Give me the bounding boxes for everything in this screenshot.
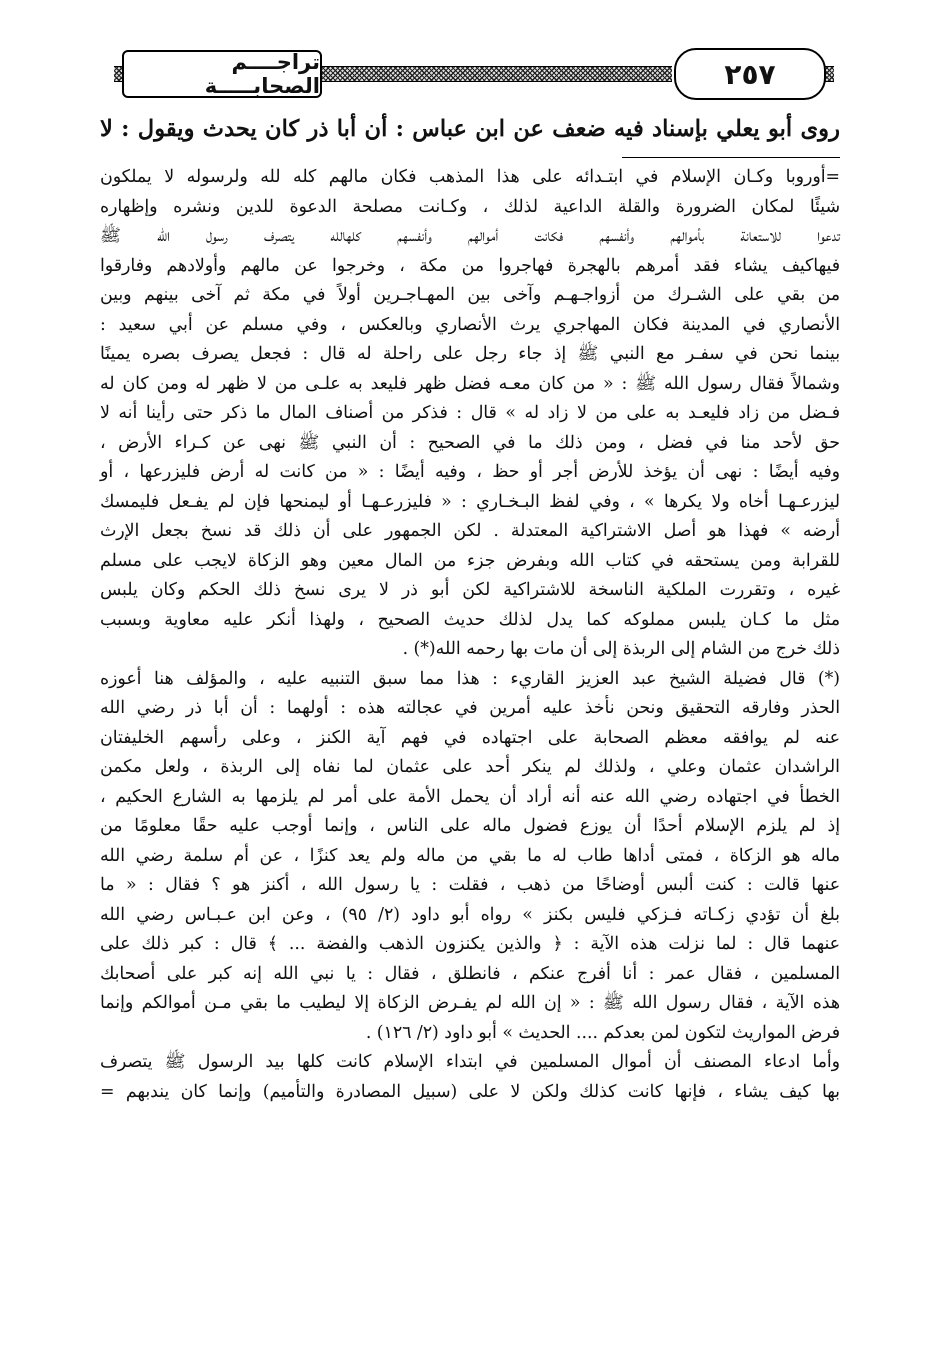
nested-footnote-line: المسلمين ، فقال عمر : أنا أفرج عنكم ، فانطلق ، فقال : يا نبي الله إنه كبر على أصحابك bbox=[100, 963, 840, 984]
main-text-line: روى أبو يعلي بإسناد فيه ضعف عن ابن عباس : أن أبا ذر كان يحدث ويقول : لا bbox=[100, 116, 840, 142]
nested-footnote-line: وأما ادعاء المصنف أن أموال المسلمين في ابتداء الإسلام كانت كلها بيد الرسول ﷺ يتصرف bbox=[100, 1052, 840, 1072]
page-number-text: ٢٥٧ bbox=[724, 57, 776, 91]
footnote-line: تدعوا للاستعانة بأموالهم وأنفسهم فكانت أموالهم وأنفسهم كلهالله يتصرف رسول الله ﷺ bbox=[100, 226, 840, 246]
footnote-line: مثل ما كـان يلبس مملوكه كما يدل لذلك حديث الصحيح ، ولهذا أنكر عليه معاوية وبسبب bbox=[100, 609, 840, 630]
nested-footnote-line: هذه الآية ، فقال رسول الله ﷺ : « إن الله لم يفـرض الزكاة إلا ليطيب ما بقي مـن أموالكم وإنما bbox=[100, 993, 840, 1013]
footnote-block bbox=[100, 163, 840, 1107]
header-ornament-middle bbox=[316, 66, 672, 82]
page-header bbox=[108, 44, 836, 104]
footnote-line: وشمالاً فقال رسول الله ﷺ : « من كان معـه فضل ظهر فليعد به علـى من لا ظهر له ومن كان له bbox=[100, 373, 840, 394]
footnote-line: ذلك خرج من الشام إلى الربذة إلى أن مات بها رحمه الله(*) . bbox=[402, 639, 840, 659]
footnote-line: وفيه أيضًا : نهى أن يؤخذ للأرض أجر أو حظ ، وفيه أيضًا : « من كانت له أرض فليزرعها ، أو bbox=[100, 462, 840, 482]
footnote-line: غيره ، وتقررت الملكية الناسخة للاشتراكية لكن أبو ذر لا يرى نسخ ذلك الحكم وكان يلبس bbox=[100, 580, 840, 600]
nested-footnote-line: ماله هو الزكاة ، فمتى أداها طاب له ما بقي من ماله ولم يعد كنزًا ، عن أم سلمة رضي الله bbox=[100, 845, 840, 866]
footnote-line: فيهاكيف يشاء فقد أمرهم بالهجرة فهاجروا من مكة ، وخرجوا عن مالهم وأولادهم وفارقوا bbox=[100, 255, 840, 276]
footnote-line: أرضه » فهذا هو أصل الاشتراكية المعتدلة . لكن الجمهور على أن ذلك قد نسخ بجعل الإرث bbox=[100, 521, 840, 541]
footnote-line: من بقي على الشـرك من أزواجـهـم وآخى بين المهـاجـرين أولاً في مكة ثم آخى بينهم وبين bbox=[100, 285, 840, 305]
footnote-line: شيئًا لمكان الضرورة والقلة الداعية لذلك ، وكـانت مصلحة الدعوة للدين ونشره وإظهاره bbox=[100, 196, 840, 217]
nested-footnote-line: الخطأ في اجتهاده رضي الله عنه أنه أراد أن يحمل الأمة على أمر لم يلزمها به الشارع الحكيم ، bbox=[100, 786, 840, 807]
nested-footnote-line: بها كيف يشاء ، فإنها كانت كذلك ولكن لا على (سبيل المصادرة والتأميم) وإنما كان يندبهم = bbox=[100, 1081, 840, 1102]
footnote-line: =أوروبا وكـان الإسلام في ابتـدائه على هذا المذهب فكان مالهم كله لله ولرسوله لا يملكون bbox=[100, 167, 840, 187]
footnote-line: للقرابة ومن يستحقه في كتاب الله وبفرض جزء من المال معين وهو الزكاة لايجب على مسلم bbox=[100, 550, 840, 571]
footnote-line: الأنصاري في المدينة فكان المهاجري يرث الأنصاري وبالعكس ، وفي مسلم عن أبي سعيد : bbox=[100, 314, 840, 335]
footnote-line: حق لأحد منا في فضل ، ومن ذلك ما في الصحيح : أن النبي ﷺ نهى عن كـراء الأرض ، bbox=[100, 432, 840, 453]
nested-footnote-line: الحذر وفارقه التحقيق ونحن نأخذ عليه أمرين في عجالته هذه : أولهما : أن أبا ذر رضي الله bbox=[100, 698, 840, 718]
footnote-separator bbox=[622, 157, 840, 158]
nested-footnote-line: الراشدان عثمان وعلي ، ولذلك لم ينكر أحد على عثمان لما نفاه إلى الربذة ، ولعل مكمن bbox=[100, 757, 840, 777]
running-title-text: تراجــــم الصحابـــــة bbox=[204, 50, 320, 98]
page-number bbox=[674, 48, 826, 100]
footnote-line: فـضل من زاد فليعـد به على من لا زاد له » قال : فذكر من أصناف المال ما ذكر حتى رأينا أنه لا bbox=[100, 403, 840, 423]
nested-footnote-line: بلغ أن تؤدي زكـاته فـزكي فليس بكنز » رواه أبو داود (٢/ ٩٥) ، وعن ابن عـبـاس رضي الله bbox=[100, 904, 840, 925]
nested-footnote-line: عنهما قال : لما نزلت هذه الآية : ﴿ والذين يكنزون الذهب والفضة ... ﴾ قال : كبر ذلك على bbox=[100, 934, 840, 954]
footnote-line: بينما نحن في سفـر مع النبي ﷺ إذ جاء رجل على راحلة له قال : فجعل يصرف بصره يمينًا bbox=[100, 344, 840, 364]
running-title bbox=[122, 50, 322, 98]
nested-footnote-line: فرض المواريث لتكون لمن بعدكم .... الحديث » أبو داود (٢/ ١٢٦) . bbox=[365, 1022, 840, 1043]
nested-footnote-line: عنه لم يوافقه معظم الصحابة على اجتهاده في فهم آية الكنز ، وعلى رأسهم الخليفتان bbox=[100, 727, 840, 748]
footnote-line: ليزرعـهـا أخاه ولا يكرها » ، وفي لفظ البـخـاري : « فليزرعـهـا أو ليمنحها فإن لم يفـعل فليمسك bbox=[100, 491, 840, 512]
nested-footnote-line: (*) قال فضيلة الشيخ عبد العزيز القاريء : هذا مما سبق التنبيه عليه ، والمؤلف هنا أعوزه bbox=[100, 668, 840, 689]
nested-footnote-line: عنها قالت : كنت ألبس أوضاحًا من ذهب ، فقلت : يا رسول الله ، أكنز هو ؟ فقال : « ما bbox=[100, 875, 840, 895]
nested-footnote-line: إذ لم يلزم الإسلام أحدًا أن يوزع فضول ماله على الناس ، وإنما أوجب عليه حقًا معلومًا من bbox=[100, 816, 840, 836]
